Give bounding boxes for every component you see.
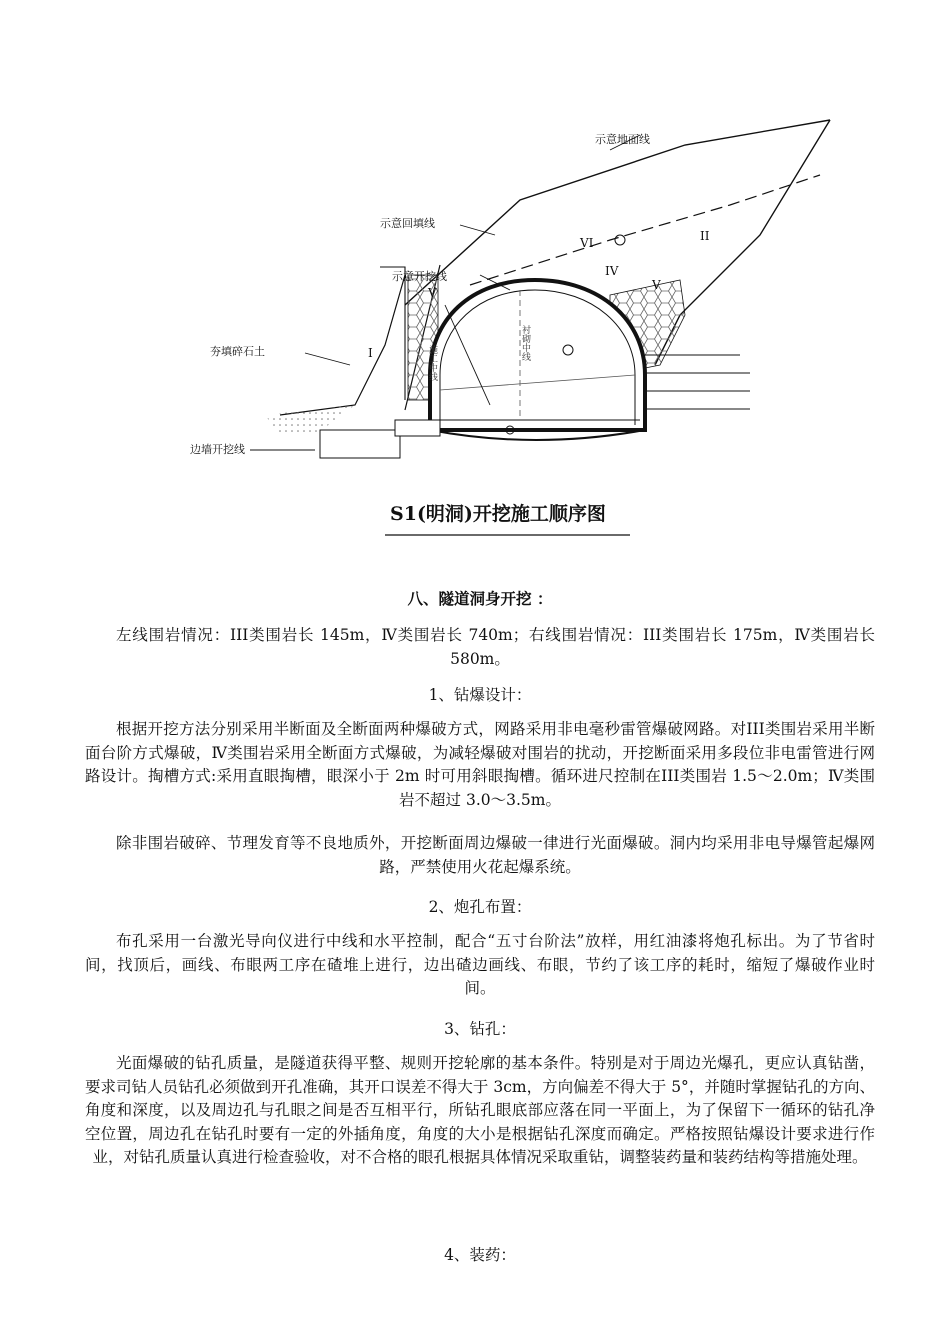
heading-drilling-design: 1、钻爆设计：: [428, 686, 532, 704]
paragraph-drilling: 光面爆破的钻孔质量，是隧道获得平整、规则开挖轮廓的基本条件。特别是对于周边光爆孔，更应认真钻凿，要求司钻人员钻孔必须做到开孔准确，其开口误差不得大于 3cm，方向偏差不得大于 5°，并随时掌握钻孔的方向、角度和深度，以及周边孔与孔眼之间是否互相平行，所钻孔眼底部应落在同一平面上，为了保留下一循环的钻孔净空位置，周边孔在钻孔时要有一定的外插角度，角度的大小是根据钻孔深度而确定。严格按照钻爆设计要求进行作业，对钻孔质量认真进行检查验收，对不合格的眼孔根据具体情况采取重钻，调整装药量和装药结构等措施处理。: [85, 1054, 875, 1166]
paragraph-drilling-design: 根据开挖方法分别采用半断面及全断面两种爆破方式，网路采用非电毫秒雷管爆破网路。对III类围岩采用半断面台阶方式爆破，Ⅳ类围岩采用全断面方式爆破，为减轻爆破对围岩的扰动，开挖断面采用多段位非电雷管进行网路设计。掏槽方式:采用直眼掏槽，眼深小于 2m 时可用斜眼掏槽。循环进尺控制在III类围岩 1.5～2.0m；Ⅳ类围岩不超过 3.0～3.5m。: [85, 720, 875, 809]
vertical-label-left: 施工中线: [427, 345, 437, 381]
paragraph-smooth-blasting: 除非围岩破碎、节理发育等不良地质外，开挖断面周边爆破一律进行光面爆破。洞内均采用非电导爆管起爆网路，严禁使用火花起爆系统。: [116, 834, 875, 876]
label-excavation-line: 示意开挖线: [392, 270, 447, 283]
heading-hole-layout: 2、炮孔布置：: [428, 898, 532, 916]
zone-ii: II: [700, 229, 710, 243]
label-ground-line: 示意地面线: [595, 133, 650, 146]
right-slope-line: [655, 120, 830, 365]
zone-iv: IV: [605, 264, 619, 278]
vertical-label-right: 衬砌中线: [520, 325, 530, 361]
left-slope-line: [280, 275, 405, 415]
heading-drilling: 3、钻孔：: [444, 1020, 516, 1038]
intro-paragraph: 左线围岩情况：III类围岩长 145m，Ⅳ类围岩长 740m；右线围岩情况：III类围岩长 175m，Ⅳ类围岩长 580m。: [116, 626, 875, 668]
paragraph-hole-layout: 布孔采用一台激光导向仪进行中线和水平控制，配合“五寸台阶法”放样，用红油漆将炮孔标出。为了节省时间，找顶后，画线、布眼两工序在碴堆上进行，边出碴边画线、布眼，节约了该工序的耗时，缩短了爆破作业时间。: [85, 932, 875, 997]
label-backfill-line: 示意回填线: [380, 217, 435, 230]
section-title: 八、隧道洞身开挖 ：: [407, 590, 553, 608]
zone-i: I: [368, 346, 373, 360]
backfill-line: [470, 175, 820, 285]
zone-v-left: V: [428, 286, 437, 300]
excavation-sequence-diagram: [140, 75, 880, 545]
zone-v-right: V: [652, 278, 661, 292]
heading-charging: 4、装药：: [444, 1246, 516, 1264]
figure-caption: S1(明洞)开挖施工顺序图: [390, 503, 606, 525]
label-gravel-fill: 夯填碎石土: [210, 345, 265, 358]
zone-vi: VI: [580, 236, 594, 250]
label-slope-line: 边墙开挖线: [190, 443, 245, 456]
